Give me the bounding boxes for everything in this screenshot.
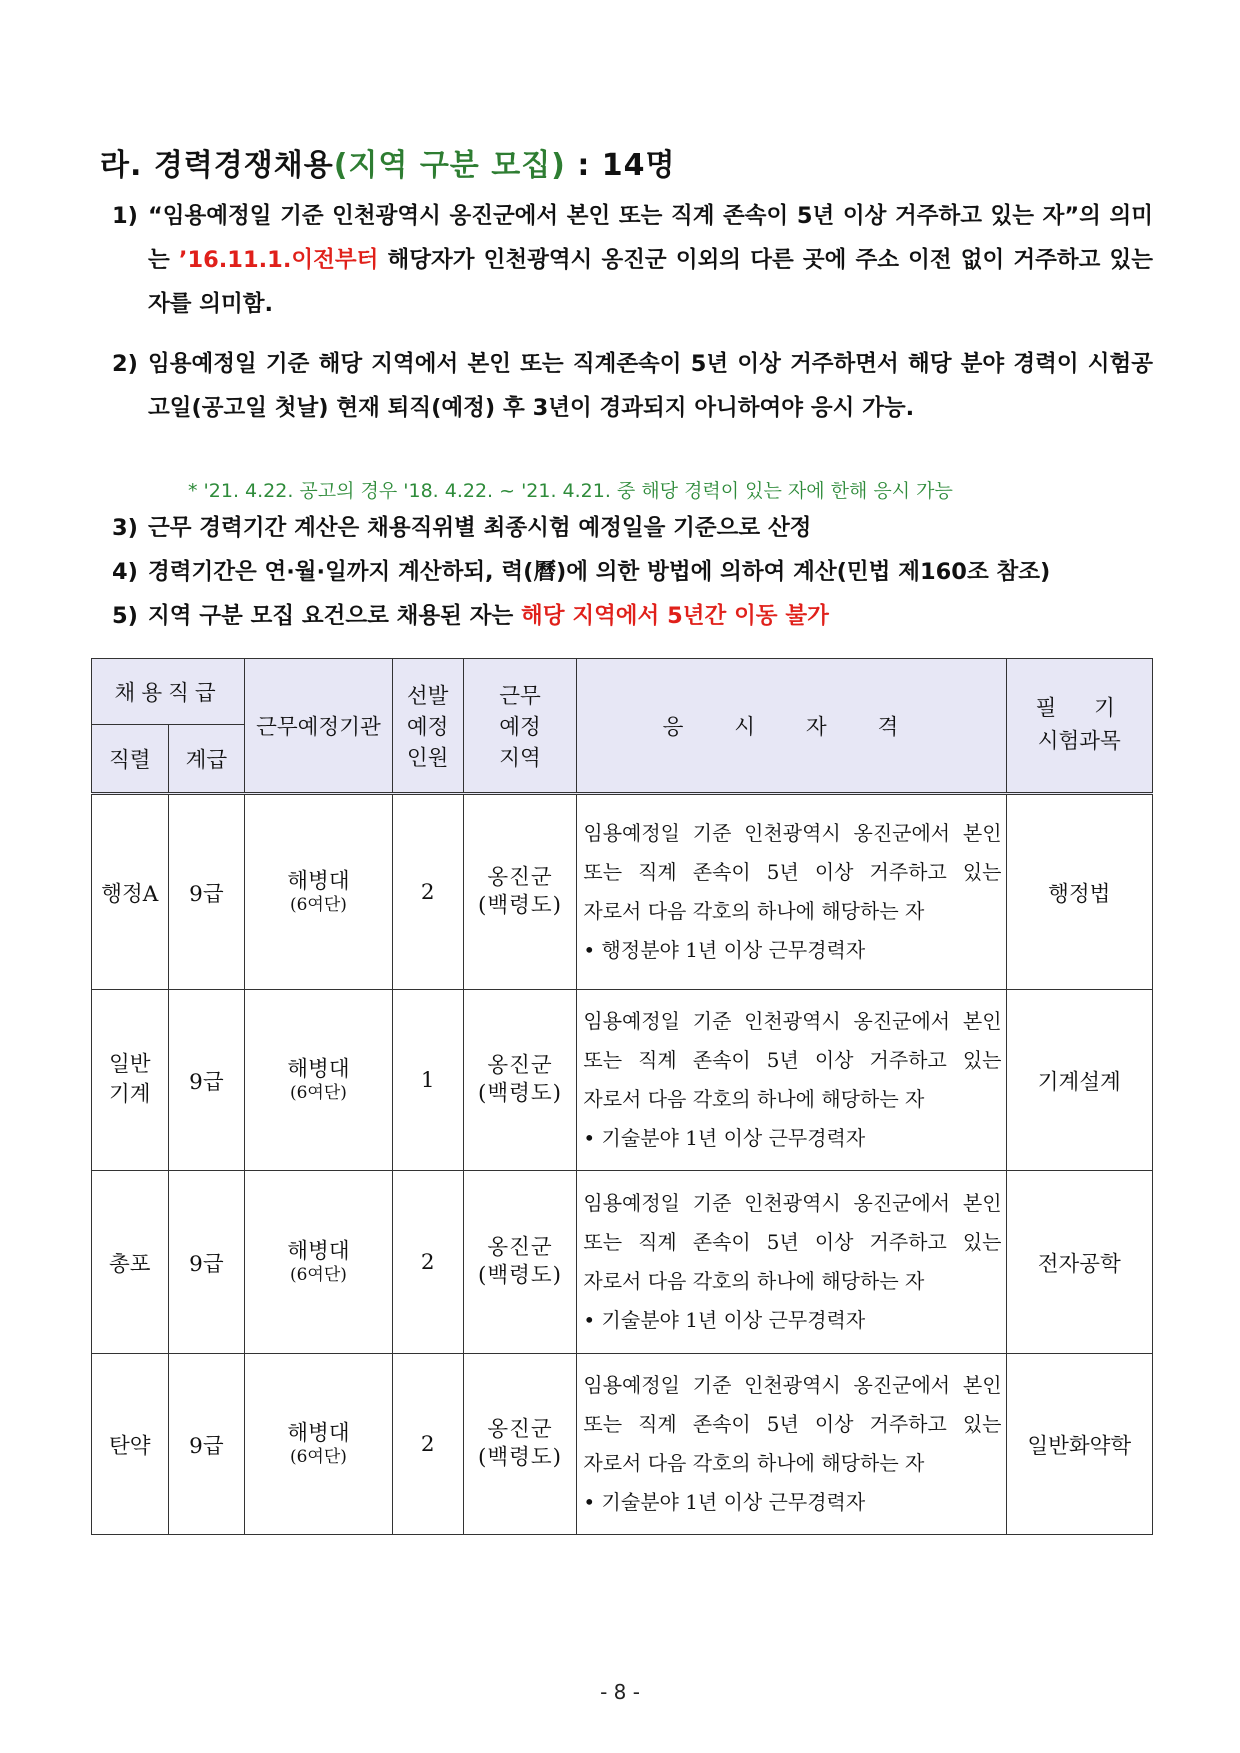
list-item-4 bbox=[112, 550, 1153, 594]
cell-agency: 해병대 (6여단) bbox=[245, 794, 393, 990]
header-recruit-grade: 채용직급 bbox=[92, 659, 245, 725]
section-heading bbox=[100, 140, 676, 184]
item-text: 임용예정일 기준 해당 지역에서 본인 또는 직계존속이 5년 이상 거주하면서 해당 분야 경력이 시험공고일(공고일 첫날) 현재 퇴직(예정) 후 3년이 경과되지 아니하여야 응시 가능. bbox=[148, 351, 1153, 421]
cell-series: 일반기계 bbox=[92, 990, 169, 1171]
header-grade: 계급 bbox=[168, 725, 245, 794]
item-highlight: ’16.11.1.이전부터 bbox=[178, 247, 379, 273]
cell-grade: 9급 bbox=[168, 1354, 245, 1535]
cell-series: 행정A bbox=[92, 794, 169, 990]
cell-exam: 전자공학 bbox=[1006, 1171, 1152, 1354]
item-text: 경력기간은 연·월·일까지 계산하되, 력(曆)에 의한 방법에 의하여 계산(민법 제160조 참조) bbox=[148, 559, 1051, 585]
table-row bbox=[92, 794, 1153, 990]
header-region: 근무 예정 지역 bbox=[463, 659, 577, 794]
item-text: 근무 경력기간 계산은 채용직위별 최종시험 예정일을 기준으로 산정 bbox=[148, 515, 812, 541]
cell-exam: 행정법 bbox=[1006, 794, 1152, 990]
cell-quota: 2 bbox=[392, 1171, 463, 1354]
cell-exam: 기계설계 bbox=[1006, 990, 1152, 1171]
heading-suffix: : 14명 bbox=[565, 148, 676, 183]
header-qualification: 응 시 자 격 bbox=[577, 659, 1006, 794]
cell-exam: 일반화약학 bbox=[1006, 1354, 1152, 1535]
list-item-3 bbox=[112, 506, 1153, 550]
list-item-5 bbox=[112, 594, 1153, 638]
cell-series: 총포 bbox=[92, 1171, 169, 1354]
item-highlight: 해당 지역에서 5년간 이동 불가 bbox=[521, 603, 829, 629]
cell-grade: 9급 bbox=[168, 1171, 245, 1354]
item-text-continued: 해당자가 인천광역시 옹진군 이외의 다른 곳에 주소 이전 없이 거주하고 있는 자를 의미함. bbox=[148, 247, 1153, 317]
cell-region: 옹진군 (백령도) bbox=[463, 1354, 577, 1535]
cell-qualification: 임용예정일 기준 인천광역시 옹진군에서 본인 또는 직계 존속이 5년 이상 거주하고 있는 자로서 다음 각호의 하나에 해당하는 자 • 행정분야 1년 이상 근무경력자 bbox=[577, 794, 1006, 990]
cell-quota: 2 bbox=[392, 794, 463, 990]
cell-series: 탄약 bbox=[92, 1354, 169, 1535]
cell-region: 옹진군 (백령도) bbox=[463, 990, 577, 1171]
item-number: 1) bbox=[112, 203, 138, 229]
page-number: - 8 - bbox=[600, 1680, 640, 1704]
cell-grade: 9급 bbox=[168, 794, 245, 990]
cell-region: 옹진군 (백령도) bbox=[463, 1171, 577, 1354]
list-item-2 bbox=[112, 342, 1153, 430]
cell-quota: 1 bbox=[392, 990, 463, 1171]
header-series: 직렬 bbox=[92, 725, 169, 794]
cell-agency: 해병대 (6여단) bbox=[245, 1354, 393, 1535]
item-text: “임용예정일 기준 인천광역시 옹진군에서 본인 또는 직계 존속이 5년 이상 거주하고 있는 자”의 의미는 bbox=[148, 203, 1153, 273]
table-row bbox=[92, 1171, 1153, 1354]
recruitment-table bbox=[91, 658, 1153, 1535]
cell-qualification: 임용예정일 기준 인천광역시 옹진군에서 본인 또는 직계 존속이 5년 이상 거주하고 있는 자로서 다음 각호의 하나에 해당하는 자 • 기술분야 1년 이상 근무경력자 bbox=[577, 1171, 1006, 1354]
header-agency: 근무예정기관 bbox=[245, 659, 393, 794]
list-item-1 bbox=[112, 194, 1153, 326]
cell-qualification: 임용예정일 기준 인천광역시 옹진군에서 본인 또는 직계 존속이 5년 이상 거주하고 있는 자로서 다음 각호의 하나에 해당하는 자 • 기술분야 1년 이상 근무경력자 bbox=[577, 990, 1006, 1171]
heading-highlight: (지역 구분 모집) bbox=[333, 148, 566, 183]
cell-grade: 9급 bbox=[168, 990, 245, 1171]
cell-agency: 해병대 (6여단) bbox=[245, 990, 393, 1171]
item-number: 2) bbox=[112, 351, 138, 377]
header-exam: 필 기 시험과목 bbox=[1006, 659, 1152, 794]
cell-region: 옹진군 (백령도) bbox=[463, 794, 577, 990]
cell-quota: 2 bbox=[392, 1354, 463, 1535]
table-row bbox=[92, 1354, 1153, 1535]
item-text: 지역 구분 모집 요건으로 채용된 자는 bbox=[148, 603, 522, 629]
header-quota: 선발 예정 인원 bbox=[392, 659, 463, 794]
cell-agency: 해병대 (6여단) bbox=[245, 1171, 393, 1354]
table-row bbox=[92, 990, 1153, 1171]
item-number: 3) bbox=[112, 515, 138, 541]
note-text: * '21. 4.22. 공고의 경우 '18. 4.22. ~ '21. 4.21. 중 해당 경력이 있는 자에 한해 응시 가능 bbox=[188, 480, 953, 502]
item-number: 4) bbox=[112, 559, 138, 585]
heading-prefix: 라. 경력경쟁채용 bbox=[100, 148, 334, 183]
cell-qualification: 임용예정일 기준 인천광역시 옹진군에서 본인 또는 직계 존속이 5년 이상 거주하고 있는 자로서 다음 각호의 하나에 해당하는 자 • 기술분야 1년 이상 근무경력자 bbox=[577, 1354, 1006, 1535]
item-number: 5) bbox=[112, 603, 138, 629]
